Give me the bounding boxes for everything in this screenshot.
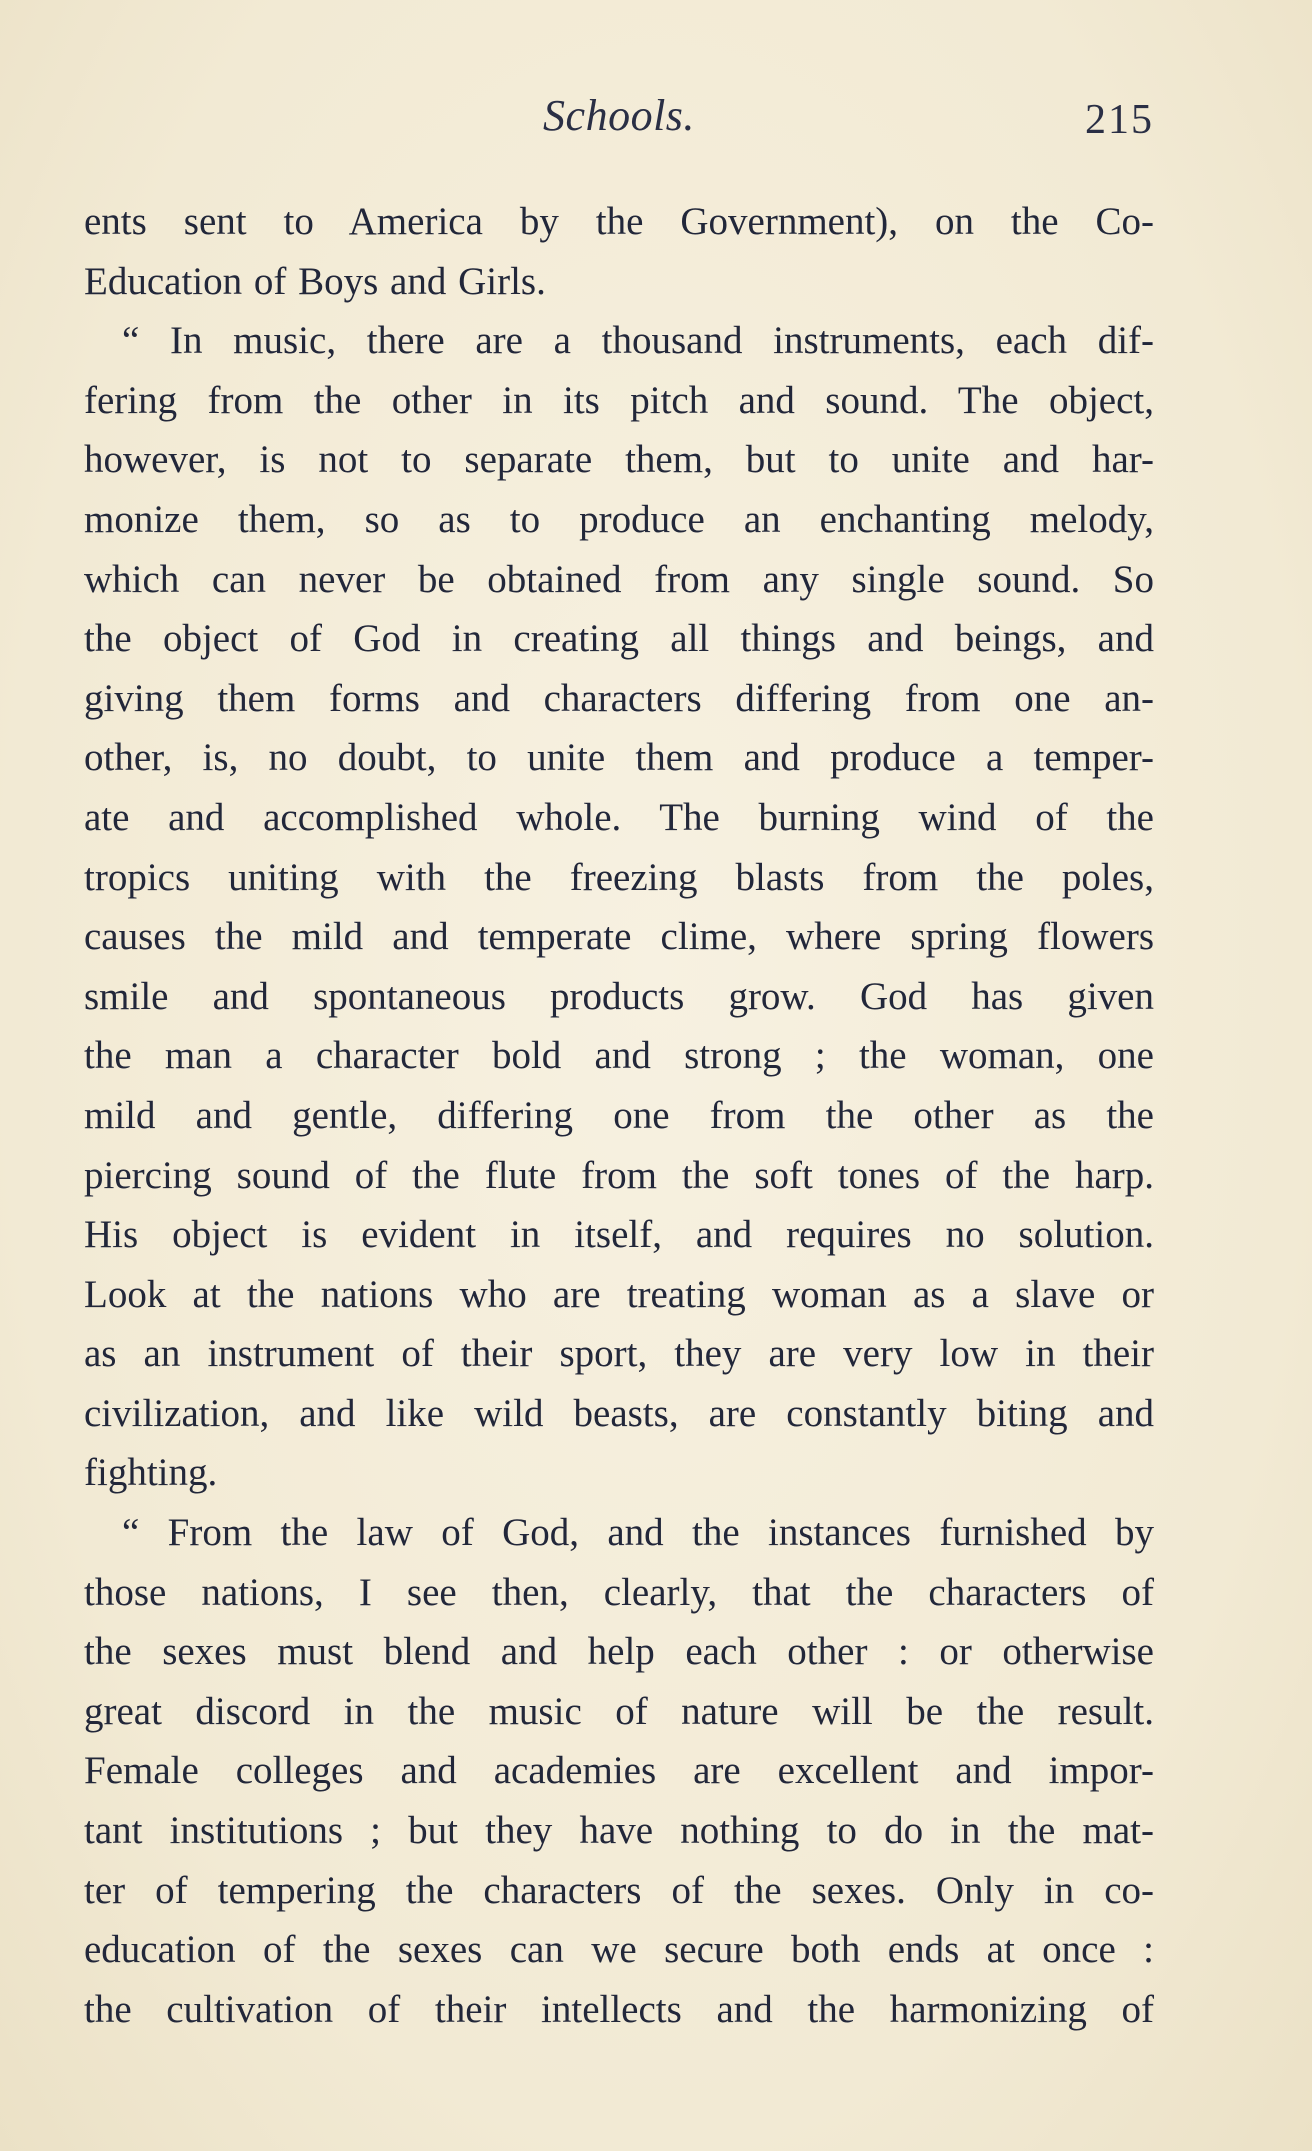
text-line: those nations, I see then, clearly, that the characters of	[84, 1570, 1154, 1614]
text-line: mild and gentle, differing one from the other as the	[84, 1093, 1154, 1137]
text-line: however, is not to separate them, but to unite and har-	[84, 438, 1154, 482]
text-line: ter of tempering the characters of the sexes. Only in co-	[84, 1868, 1154, 1912]
text-line: Female colleges and academies are excellent and impor-	[84, 1749, 1154, 1793]
text-line: great discord in the music of nature will be the result.	[84, 1689, 1154, 1733]
text-line: His object is evident in itself, and requires no solution.	[84, 1213, 1154, 1257]
text-line: Education of Boys and Girls.	[84, 259, 546, 303]
text-line: tropics uniting with the freezing blasts from the poles,	[84, 855, 1154, 899]
text-line: ate and accomplished whole. The burning wind of the	[84, 795, 1154, 839]
text-line: which can never be obtained from any single sound. So	[84, 557, 1154, 601]
text-line: fering from the other in its pitch and sound. The object,	[84, 378, 1154, 422]
text-line: giving them forms and characters differing from one an-	[84, 676, 1154, 720]
text-line: fighting.	[84, 1451, 218, 1495]
text-line: education of the sexes can we secure both ends at once :	[84, 1928, 1154, 1972]
text-line: the object of God in creating all things and beings, and	[84, 617, 1154, 661]
text-line: as an instrument of their sport, they are very low in their	[84, 1332, 1154, 1376]
text-line: piercing sound of the flute from the soft tones of the harp.	[84, 1153, 1154, 1197]
text-line: smile and spontaneous products grow. God has given	[84, 974, 1154, 1018]
text-line: the man a character bold and strong ; the woman, one	[84, 1034, 1154, 1078]
page-number: 215	[1085, 97, 1154, 143]
text-line: the cultivation of their intellects and the harmonizing of	[84, 1987, 1154, 2031]
text-line: ents sent to America by the Government), on the Co-	[84, 200, 1154, 243]
running-head	[84, 90, 1154, 150]
text-line: civilization, and like wild beasts, are constantly biting and	[84, 1391, 1154, 1435]
text-line: other, is, no doubt, to unite them and produce a temper-	[84, 736, 1154, 780]
text-line: “ From the law of God, and the instances furnished by	[122, 1511, 1154, 1555]
running-title: Schools.	[543, 91, 695, 140]
text-line: Look at the nations who are treating woman as a slave or	[84, 1272, 1154, 1316]
body-text	[84, 192, 1154, 2039]
text-line: monize them, so as to produce an enchanting melody,	[84, 497, 1154, 541]
text-line: “ In music, there are a thousand instruments, each dif-	[122, 319, 1154, 363]
text-line: tant institutions ; but they have nothing to do in the mat-	[84, 1809, 1154, 1853]
text-line: causes the mild and temperate clime, where spring flowers	[84, 915, 1154, 959]
text-line: the sexes must blend and help each other : or otherwise	[84, 1630, 1154, 1674]
